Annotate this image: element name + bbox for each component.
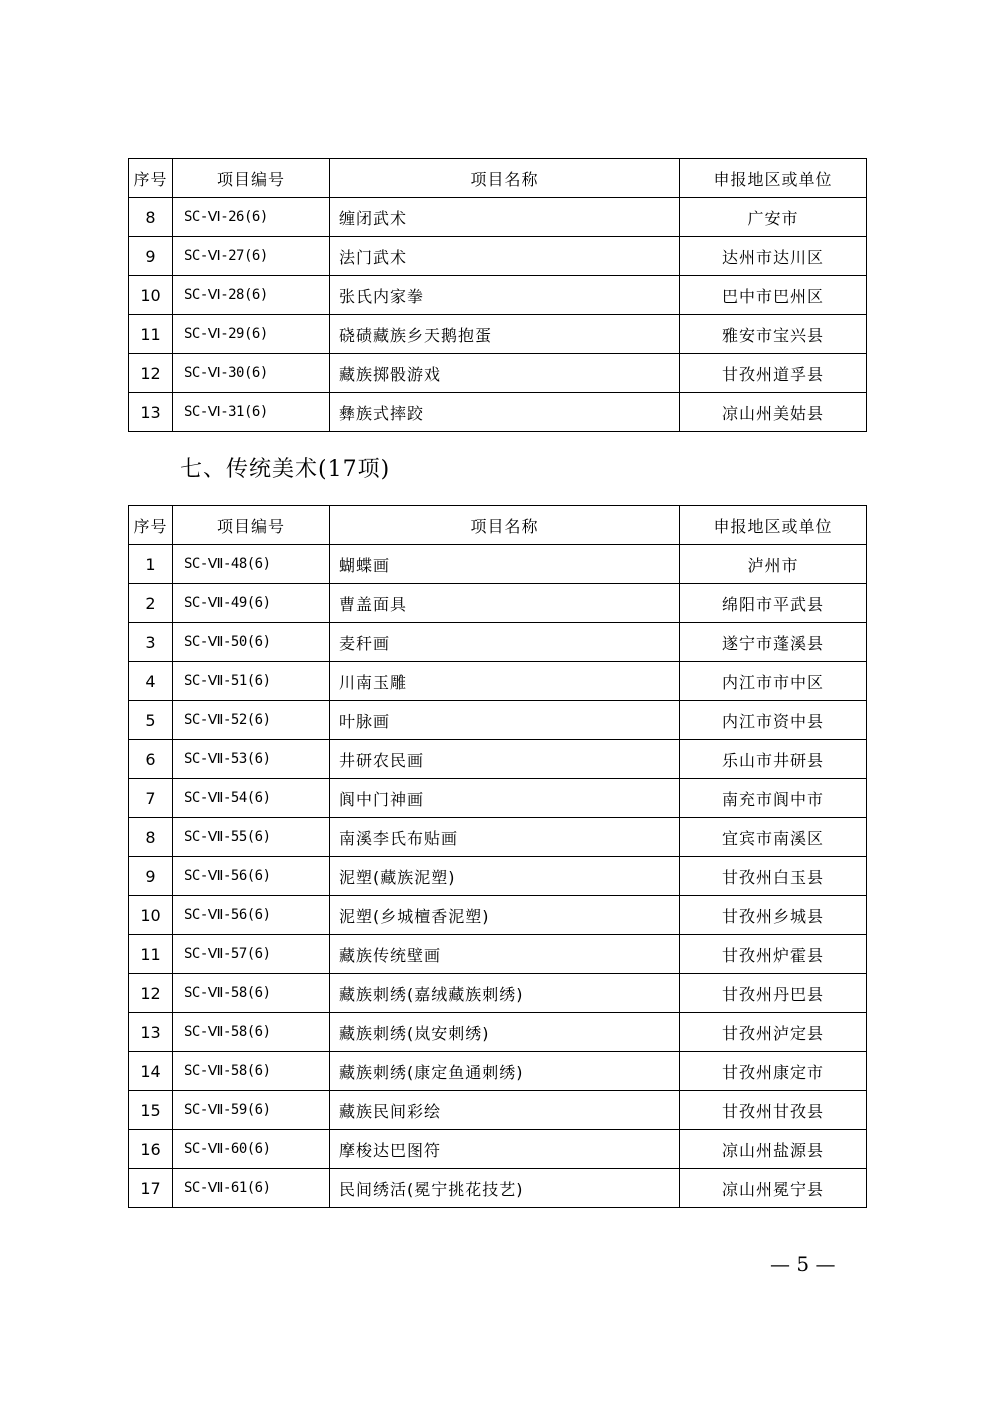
- table-row: [129, 662, 867, 701]
- table-row: [129, 1052, 867, 1091]
- header-code: 项目编号: [173, 506, 330, 545]
- cell-unit: 凉山州冕宁县: [680, 1169, 867, 1208]
- table-traditional-art: [128, 505, 867, 1208]
- cell-code: SC-Ⅶ-61(6): [173, 1169, 330, 1208]
- cell-name: 法门武术: [330, 237, 680, 276]
- table-row: [129, 623, 867, 662]
- cell-unit: 绵阳市平武县: [680, 584, 867, 623]
- cell-unit: 甘孜州炉霍县: [680, 935, 867, 974]
- cell-name: 叶脉画: [330, 701, 680, 740]
- cell-code: SC-Ⅶ-57(6): [173, 935, 330, 974]
- cell-seq: 10: [129, 276, 173, 315]
- cell-code: SC-Ⅵ-31(6): [173, 393, 330, 432]
- cell-code: SC-Ⅶ-54(6): [173, 779, 330, 818]
- table-header-row: [129, 506, 867, 545]
- cell-seq: 13: [129, 1013, 173, 1052]
- cell-name: 阆中门神画: [330, 779, 680, 818]
- cell-code: SC-Ⅶ-51(6): [173, 662, 330, 701]
- section-heading-traditional-art: 七、传统美术(17项): [180, 457, 391, 482]
- cell-name: 民间绣活(冕宁挑花技艺): [330, 1169, 680, 1208]
- table-row: [129, 1091, 867, 1130]
- cell-code: SC-Ⅶ-48(6): [173, 545, 330, 584]
- cell-seq: 4: [129, 662, 173, 701]
- cell-seq: 1: [129, 545, 173, 584]
- cell-code: SC-Ⅶ-58(6): [173, 1013, 330, 1052]
- cell-unit: 甘孜州乡城县: [680, 896, 867, 935]
- cell-code: SC-Ⅶ-55(6): [173, 818, 330, 857]
- cell-name: 彝族式摔跤: [330, 393, 680, 432]
- cell-seq: 8: [129, 198, 173, 237]
- cell-seq: 11: [129, 315, 173, 354]
- cell-code: SC-Ⅶ-49(6): [173, 584, 330, 623]
- cell-unit: 达州市达川区: [680, 237, 867, 276]
- header-unit: 申报地区或单位: [680, 506, 867, 545]
- cell-seq: 7: [129, 779, 173, 818]
- cell-name: 藏族掷骰游戏: [330, 354, 680, 393]
- cell-unit: 雅安市宝兴县: [680, 315, 867, 354]
- table-row: [129, 1169, 867, 1208]
- cell-unit: 遂宁市蓬溪县: [680, 623, 867, 662]
- cell-code: SC-Ⅶ-53(6): [173, 740, 330, 779]
- cell-seq: 13: [129, 393, 173, 432]
- cell-code: SC-Ⅶ-58(6): [173, 974, 330, 1013]
- table-sports: [128, 158, 867, 432]
- cell-unit: 广安市: [680, 198, 867, 237]
- table-row: [129, 974, 867, 1013]
- cell-seq: 11: [129, 935, 173, 974]
- cell-seq: 9: [129, 857, 173, 896]
- cell-seq: 14: [129, 1052, 173, 1091]
- cell-code: SC-Ⅶ-50(6): [173, 623, 330, 662]
- cell-unit: 甘孜州甘孜县: [680, 1091, 867, 1130]
- cell-seq: 16: [129, 1130, 173, 1169]
- cell-unit: 甘孜州丹巴县: [680, 974, 867, 1013]
- cell-unit: 内江市市中区: [680, 662, 867, 701]
- cell-unit: 南充市阆中市: [680, 779, 867, 818]
- cell-name: 摩梭达巴图符: [330, 1130, 680, 1169]
- cell-unit: 凉山州美姑县: [680, 393, 867, 432]
- header-unit: 申报地区或单位: [680, 159, 867, 198]
- table-row: [129, 896, 867, 935]
- cell-name: 泥塑(乡城檀香泥塑): [330, 896, 680, 935]
- table-row: [129, 857, 867, 896]
- cell-seq: 3: [129, 623, 173, 662]
- cell-name: 藏族刺绣(康定鱼通刺绣): [330, 1052, 680, 1091]
- cell-name: 泥塑(藏族泥塑): [330, 857, 680, 896]
- table-row: [129, 237, 867, 276]
- cell-code: SC-Ⅶ-60(6): [173, 1130, 330, 1169]
- cell-unit: 乐山市井研县: [680, 740, 867, 779]
- cell-seq: 8: [129, 818, 173, 857]
- table-row: [129, 1013, 867, 1052]
- cell-code: SC-Ⅵ-28(6): [173, 276, 330, 315]
- cell-name: 硗碛藏族乡天鹅抱蛋: [330, 315, 680, 354]
- cell-code: SC-Ⅶ-52(6): [173, 701, 330, 740]
- header-seq: 序号: [129, 159, 173, 198]
- cell-name: 南溪李氏布贴画: [330, 818, 680, 857]
- cell-code: SC-Ⅶ-56(6): [173, 896, 330, 935]
- table-row: [129, 818, 867, 857]
- cell-unit: 巴中市巴州区: [680, 276, 867, 315]
- table-row: [129, 393, 867, 432]
- cell-seq: 17: [129, 1169, 173, 1208]
- table-row: [129, 779, 867, 818]
- cell-name: 麦秆画: [330, 623, 680, 662]
- cell-unit: 泸州市: [680, 545, 867, 584]
- cell-seq: 9: [129, 237, 173, 276]
- table-row: [129, 584, 867, 623]
- cell-name: 川南玉雕: [330, 662, 680, 701]
- cell-code: SC-Ⅶ-58(6): [173, 1052, 330, 1091]
- cell-seq: 10: [129, 896, 173, 935]
- table-row: [129, 354, 867, 393]
- cell-seq: 6: [129, 740, 173, 779]
- cell-code: SC-Ⅶ-56(6): [173, 857, 330, 896]
- table-header-row: [129, 159, 867, 198]
- table-row: [129, 1130, 867, 1169]
- cell-name: 藏族刺绣(嘉绒藏族刺绣): [330, 974, 680, 1013]
- cell-seq: 2: [129, 584, 173, 623]
- table-row: [129, 276, 867, 315]
- cell-unit: 甘孜州白玉县: [680, 857, 867, 896]
- cell-code: SC-Ⅶ-59(6): [173, 1091, 330, 1130]
- cell-unit: 甘孜州康定市: [680, 1052, 867, 1091]
- cell-code: SC-Ⅵ-30(6): [173, 354, 330, 393]
- cell-name: 藏族刺绣(岚安刺绣): [330, 1013, 680, 1052]
- table-row: [129, 935, 867, 974]
- table-row: [129, 701, 867, 740]
- cell-seq: 15: [129, 1091, 173, 1130]
- header-code: 项目编号: [173, 159, 330, 198]
- page-number: — 5 —: [770, 1252, 836, 1276]
- header-name: 项目名称: [330, 506, 680, 545]
- header-seq: 序号: [129, 506, 173, 545]
- cell-name: 缠闭武术: [330, 198, 680, 237]
- cell-name: 井研农民画: [330, 740, 680, 779]
- table-row: [129, 740, 867, 779]
- cell-unit: 甘孜州道孚县: [680, 354, 867, 393]
- cell-unit: 凉山州盐源县: [680, 1130, 867, 1169]
- table-row: [129, 198, 867, 237]
- cell-unit: 甘孜州泸定县: [680, 1013, 867, 1052]
- cell-name: 曹盖面具: [330, 584, 680, 623]
- cell-name: 藏族传统壁画: [330, 935, 680, 974]
- cell-name: 蝴蝶画: [330, 545, 680, 584]
- cell-unit: 宜宾市南溪区: [680, 818, 867, 857]
- cell-unit: 内江市资中县: [680, 701, 867, 740]
- header-name: 项目名称: [330, 159, 680, 198]
- cell-seq: 12: [129, 974, 173, 1013]
- cell-name: 张氏内家拳: [330, 276, 680, 315]
- cell-seq: 12: [129, 354, 173, 393]
- cell-name: 藏族民间彩绘: [330, 1091, 680, 1130]
- table-row: [129, 545, 867, 584]
- table-row: [129, 315, 867, 354]
- cell-code: SC-Ⅵ-26(6): [173, 198, 330, 237]
- cell-seq: 5: [129, 701, 173, 740]
- cell-code: SC-Ⅵ-27(6): [173, 237, 330, 276]
- cell-code: SC-Ⅵ-29(6): [173, 315, 330, 354]
